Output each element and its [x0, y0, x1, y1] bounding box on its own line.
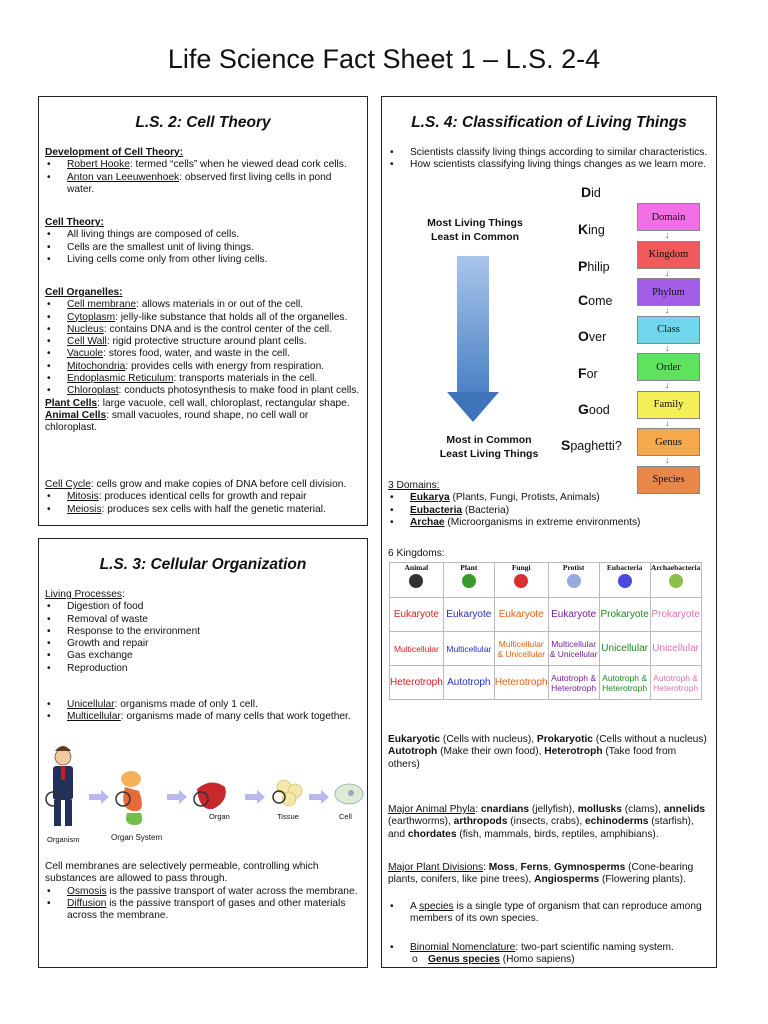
domain-item: • Archae (Microorganisms in extreme environments)	[388, 517, 710, 529]
living-process-item: • Gas exchange	[45, 650, 361, 662]
kingdom-cell: Multicellular	[390, 632, 444, 666]
theory-title: Cell Theory:	[45, 217, 104, 228]
plant-divisions: Major Plant Divisions: Moss, Ferns, Gymnosperms (Cone-bearing plants, conifers, like pine trees), Angiosperms (Flowering plants).	[388, 862, 694, 886]
domain-item: • Eubacteria (Bacteria)	[388, 505, 710, 517]
kingdom-cell: Autotroph & Heterotroph	[599, 666, 650, 700]
plant-cells-text: Plant Cells: large vacuole, cell wall, chloroplast, rectangular shape.	[45, 397, 350, 409]
kingdom-cell: Prokaryote	[650, 598, 701, 632]
kingdom-cell: Unicellular	[650, 632, 701, 666]
down-arrow-icon: ↓	[665, 305, 670, 315]
organelles-title: Cell Organelles:	[45, 287, 123, 298]
development-item: • Anton van Leeuwenhoek: observed first living cells in pond water.	[45, 172, 361, 197]
kingdom-header: Plant	[443, 563, 494, 598]
kingdom-cell: Eukaryote	[443, 598, 494, 632]
cell-theory-panel	[38, 96, 368, 526]
phylum-name: mollusks	[577, 804, 622, 815]
development-item: • Robert Hooke: termed “cells” when he viewed dead cork cells.	[45, 159, 361, 171]
plant-division-name: Angiosperms	[534, 874, 600, 886]
level-label-organ-system: Organ System	[111, 833, 163, 842]
mnemonic-word: Over	[578, 328, 607, 344]
organ-system-illustration	[116, 771, 142, 825]
binomial-item: • Binomial Nomenclature: two-part scientific naming system.	[388, 942, 710, 954]
animal-cells-text: Animal Cells: small vacuoles, round shape, no cell wall or chloroplast.	[45, 409, 309, 434]
classification-intro	[388, 147, 710, 172]
living-process-item: • Removal of waste	[45, 614, 361, 626]
cell-cycle-section	[45, 479, 361, 516]
top-label: Most Living Things Least in Common	[427, 217, 523, 243]
down-arrow-icon: ↓	[665, 380, 670, 390]
taxon-box: Order	[637, 353, 700, 381]
down-arrow-icon: ↓	[665, 230, 670, 240]
organelle-item: • Cytoplasm: jelly-like substance that holds all of the organelles.	[45, 312, 361, 324]
living-processes-section	[45, 589, 361, 675]
mnemonic-word: Philip	[578, 258, 610, 274]
living-process-item: • Digestion of food	[45, 601, 361, 613]
living-process-item: • Growth and repair	[45, 638, 361, 650]
down-arrow-icon: ↓	[665, 267, 670, 278]
plant-division-name: Ferns	[520, 862, 549, 873]
mnemonic-word: Come	[578, 292, 613, 308]
organelle-item: • Mitochondria: provides cells with energy from respiration.	[45, 361, 361, 373]
theory-item: • Living cells come only from other living cells.	[45, 254, 361, 266]
kingdoms-title: 6 Kingdoms:	[388, 548, 445, 559]
species-item: • A species is a single type of organism that can reproduce among members of its own species.	[388, 901, 710, 926]
plant-division-name: Gymnosperms	[553, 862, 626, 873]
mnemonic-word: Did	[581, 184, 601, 200]
down-arrow-icon: ↓	[665, 417, 670, 428]
kingdom-cell: Autotroph & Heterotroph	[650, 666, 701, 700]
kingdom-cell: Multicellular & Unicellular	[494, 632, 548, 666]
kingdom-cell: Eukaryote	[390, 598, 444, 632]
organelle-item: • Vacuole: stores food, water, and waste in the cell.	[45, 348, 361, 360]
cell-illustration	[335, 784, 363, 804]
euk-pro-text: Eukaryotic (Cells with nucleus), Prokaryotic (Cells without a nucleus)	[388, 734, 707, 745]
kingdom-cell: Multicellular & Unicellular	[548, 632, 599, 666]
kingdom-cell: Autotroph & Heterotroph	[548, 666, 599, 700]
living-process-item: • Reproduction	[45, 663, 361, 675]
hierarchy-arrow-head	[447, 392, 499, 422]
domain-item: • Eukarya (Plants, Fungi, Protists, Animals)	[388, 492, 710, 504]
cell-cycle-item: • Mitosis: produces identical cells for growth and repair	[45, 491, 361, 503]
kingdom-icon	[669, 574, 683, 588]
hierarchy-arrow	[457, 256, 489, 396]
taxon-box: Kingdom	[637, 241, 700, 269]
down-arrow-icon: ↓	[665, 342, 670, 353]
organ-illustration	[194, 782, 226, 809]
kingdom-header: Eubacteria	[599, 563, 650, 598]
taxon-box: Phylum	[637, 278, 700, 306]
cellular-organization-heading: L.S. 3: Cellular Organization	[99, 556, 307, 573]
plant-division-name: Moss	[488, 862, 515, 873]
intro-item: • Scientists classify living things according to similar characteristics.	[388, 147, 710, 159]
cell-cycle-text: Cell Cycle: cells grow and make copies of DNA before cell division.	[45, 479, 347, 490]
living-process-item: • Response to the environment	[45, 626, 361, 638]
genus-species-item: o Genus species (Homo sapiens)	[412, 954, 575, 966]
organelles-section	[45, 287, 361, 435]
tissue-illustration	[273, 780, 302, 806]
living-processes-title: Living Processes:	[45, 589, 125, 600]
taxon-box: Genus	[637, 428, 700, 456]
bottom-label: Most in Common Least Living Things	[439, 434, 539, 460]
organism-illustration	[46, 746, 73, 826]
phylum-name: annelids	[663, 804, 706, 815]
kingdom-header: Archaebacteria	[650, 563, 701, 598]
kingdom-cell: Eukaryote	[548, 598, 599, 632]
mnemonic-word: Spaghetti?	[561, 437, 622, 453]
mnemonic-word: Good	[578, 401, 610, 417]
phylum-name: cnardians	[480, 804, 530, 815]
kingdom-icon	[618, 574, 632, 588]
taxon-box: Species	[637, 466, 700, 494]
page-title: Life Science Fact Sheet 1 – L.S. 2-4	[167, 44, 601, 74]
kingdom-icon	[462, 574, 476, 588]
theory-item: • All living things are composed of cells.	[45, 229, 361, 241]
kingdom-header: Animal	[390, 563, 444, 598]
kingdom-header: Fungi	[494, 563, 548, 598]
unicellular-item: • Unicellular: organisms made of only 1 cell.	[45, 699, 361, 711]
domains-section	[388, 480, 710, 529]
kingdoms-table	[389, 562, 702, 700]
kingdom-icon	[567, 574, 581, 588]
intro-item: • How scientists classifying living things changes as we learn more.	[388, 159, 710, 171]
organelle-item: • Cell membrane: allows materials in or out of the cell.	[45, 299, 361, 311]
cell-count-section	[45, 699, 361, 724]
organelle-item: • Endoplasmic Reticulum: transports materials in the cell.	[45, 373, 361, 385]
down-arrow-icon: ↓	[665, 455, 670, 465]
theory-section	[45, 217, 361, 266]
animal-phyla: Major Animal Phyla: cnardians (jellyfish), mollusks (clams), annelids (earthworms), arthropods (insects, crabs), echinoderms (starfish), and chordates (fish, mammals, birds, reptiles, amphibians).	[388, 804, 706, 840]
cell-cycle-item: • Meiosis: produces sex cells with half the genetic material.	[45, 504, 361, 516]
permeability-section	[45, 861, 361, 922]
transport-item: • Osmosis is the passive transport of water across the membrane.	[45, 886, 361, 898]
taxon-box: Family	[637, 391, 700, 419]
phylum-name: arthropods	[453, 816, 508, 828]
level-label-cell: Cell	[339, 812, 352, 821]
transport-item: • Diffusion is the passive transport of gases and other materials across the membrane.	[45, 898, 361, 923]
phylum-name: chordates	[407, 828, 457, 840]
level-label-tissue: Tissue	[277, 812, 299, 821]
organelle-item: • Nucleus: contains DNA and is the control center of the cell.	[45, 324, 361, 336]
cell-theory-heading: L.S. 2: Cell Theory	[135, 114, 271, 131]
organelle-item: • Chloroplast: conducts photosynthesis to make food in plant cells.	[45, 385, 361, 397]
theory-item: • Cells are the smallest unit of living things.	[45, 242, 361, 254]
cellular-organization-panel	[38, 538, 368, 968]
multicellular-item: • Multicellular: organisms made of many cells that work together.	[45, 711, 361, 723]
binomial-section	[388, 942, 710, 967]
organization-diagram	[39, 739, 367, 849]
permeability-text: Cell membranes are selectively permeable, controlling which substances are allowed to pass through.	[45, 861, 319, 885]
taxon-box: Domain	[637, 203, 700, 231]
mnemonic-word: King	[578, 221, 605, 237]
domains-title: 3 Domains:	[388, 480, 440, 491]
kingdom-icon	[514, 574, 528, 588]
kingdom-cell: Autotroph	[443, 666, 494, 700]
kingdom-cell: Heterotroph	[390, 666, 444, 700]
level-label-organism: Organism	[47, 835, 80, 844]
kingdom-cell: Heterotroph	[494, 666, 548, 700]
mnemonic-word: For	[578, 365, 598, 381]
kingdom-cell: Prokaryote	[599, 598, 650, 632]
organelle-item: • Cell Wall: rigid protective structure around plant cells.	[45, 336, 361, 348]
kingdom-header: Protist	[548, 563, 599, 598]
development-section	[45, 147, 361, 196]
cell-definitions	[388, 734, 708, 771]
phylum-name: echinoderms	[585, 816, 649, 828]
auto-het-text: Autotroph (Make their own food), Heterotroph (Take food from others)	[388, 746, 677, 770]
species-section	[388, 901, 710, 926]
kingdom-cell: Multicellular	[443, 632, 494, 666]
development-title: Development of Cell Theory:	[45, 147, 184, 158]
taxon-box: Class	[637, 316, 700, 344]
classification-heading: L.S. 4: Classification of Living Things	[411, 114, 687, 131]
kingdom-cell: Unicellular	[599, 632, 650, 666]
level-label-organ: Organ	[209, 812, 230, 821]
kingdom-cell: Eukaryote	[494, 598, 548, 632]
kingdom-icon	[409, 574, 423, 588]
